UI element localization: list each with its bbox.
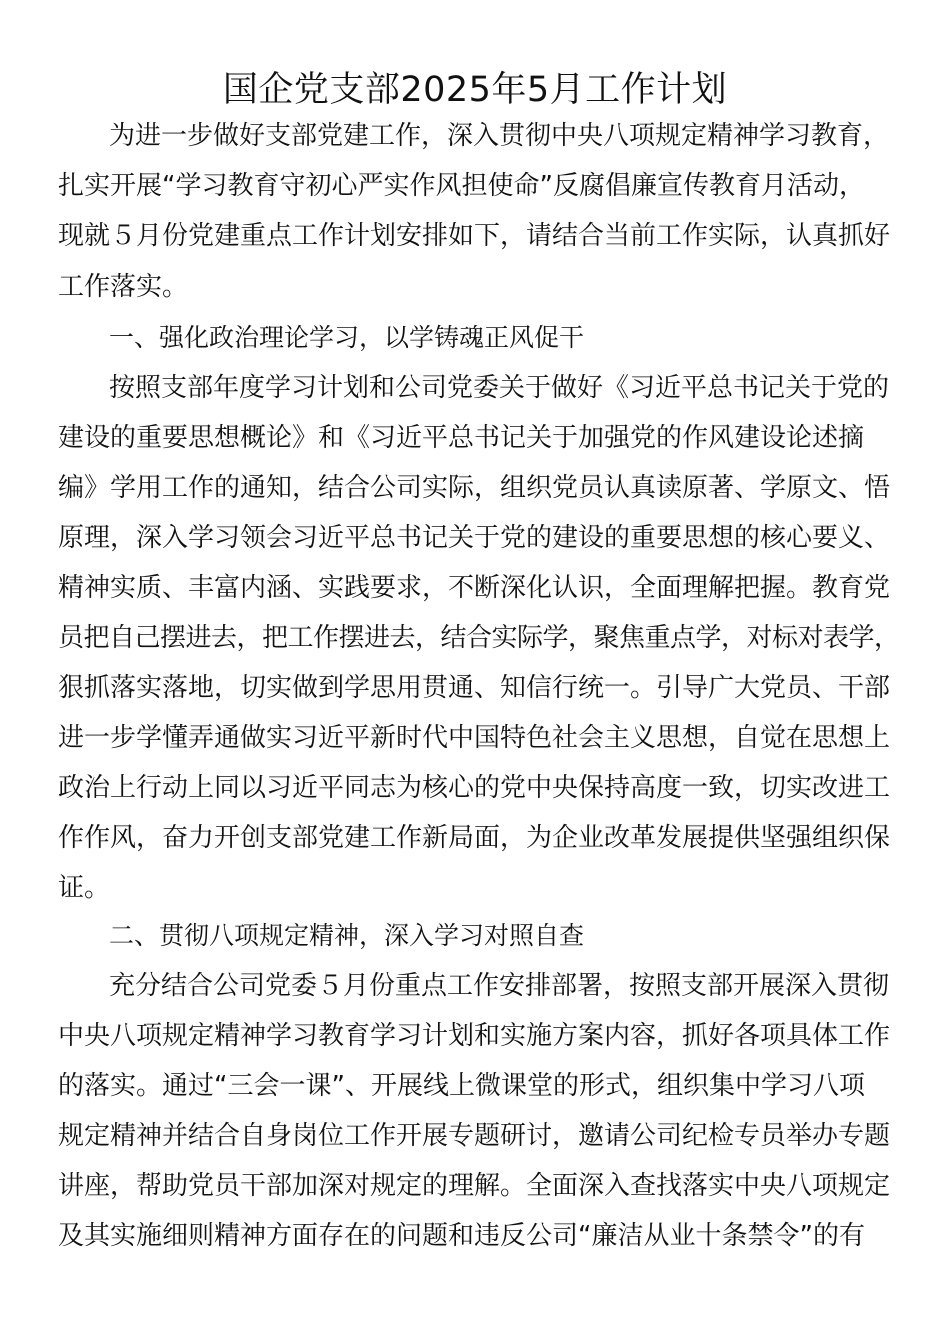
intro-line-1: 为进一步做好支部党建工作，深入贯彻中央八项规定精神学习教育， [109, 121, 890, 151]
section2-line-5: 讲座，帮助党员干部加深对规定的理解。全面深入查找落实中央八项规定 [58, 1171, 891, 1201]
section1-line-7: 狠抓落实落地，切实做到学思用贯通、知信行统一。引导广大党员、干部 [58, 673, 891, 703]
section2-line-4: 规定精神并结合自身岗位工作开展专题研讨，邀请公司纪检专员举办专题 [58, 1121, 891, 1151]
intro-line-2: 扎实开展“学习教育守初心严实作风担使命”反腐倡廉宣传教育月活动， [58, 171, 865, 201]
section1-line-10: 作作风，奋力开创支部党建工作新局面，为企业改革发展提供坚强组织保 [58, 823, 891, 853]
section1-line-11: 证。 [58, 873, 111, 903]
intro-line-4: 工作落实。 [58, 272, 189, 302]
section1-line-1: 按照支部年度学习计划和公司党委关于做好《习近平总书记关于党的 [109, 373, 890, 403]
section2-heading: 二、贯彻八项规定精神，深入学习对照自查 [109, 921, 585, 950]
section1-line-2: 建设的重要思想概论》和《习近平总书记关于加强党的作风建设论述摘 [58, 423, 865, 453]
section1-heading: 一、强化政治理论学习，以学铸魂正风促干 [109, 323, 585, 352]
section2-line-1: 充分结合公司党委５月份重点工作安排部署，按照支部开展深入贯彻 [109, 971, 890, 1001]
document-title: 国企党支部2025年5月工作计划 [222, 70, 728, 110]
intro-line-3: 现就５月份党建重点工作计划安排如下，请结合当前工作实际，认真抓好 [58, 221, 891, 251]
section1-line-3: 编》学用工作的通知，结合公司实际，组织党员认真读原著、学原文、悟 [58, 473, 891, 503]
section1-line-9: 政治上行动上同以习近平同志为核心的党中央保持高度一致，切实改进工 [58, 773, 891, 803]
section2-line-2: 中央八项规定精神学习教育学习计划和实施方案内容，抓好各项具体工作 [58, 1021, 891, 1051]
section2-line-3: 的落实。通过“三会一课”、开展线上微课堂的形式，组织集中学习八项 [58, 1071, 865, 1101]
section1-line-5: 精神实质、丰富内涵、实践要求，不断深化认识，全面理解把握。教育党 [58, 573, 891, 603]
section2-line-6: 及其实施细则精神方面存在的问题和违反公司“廉洁从业十条禁令”的有 [58, 1221, 865, 1251]
section1-line-4: 原理，深入学习领会习近平总书记关于党的建设的重要思想的核心要义、 [58, 523, 891, 553]
section1-line-6: 员把自己摆进去，把工作摆进去，结合实际学，聚焦重点学，对标对表学， [58, 623, 900, 653]
section1-line-8: 进一步学懂弄通做实习近平新时代中国特色社会主义思想，自觉在思想上 [58, 723, 891, 753]
